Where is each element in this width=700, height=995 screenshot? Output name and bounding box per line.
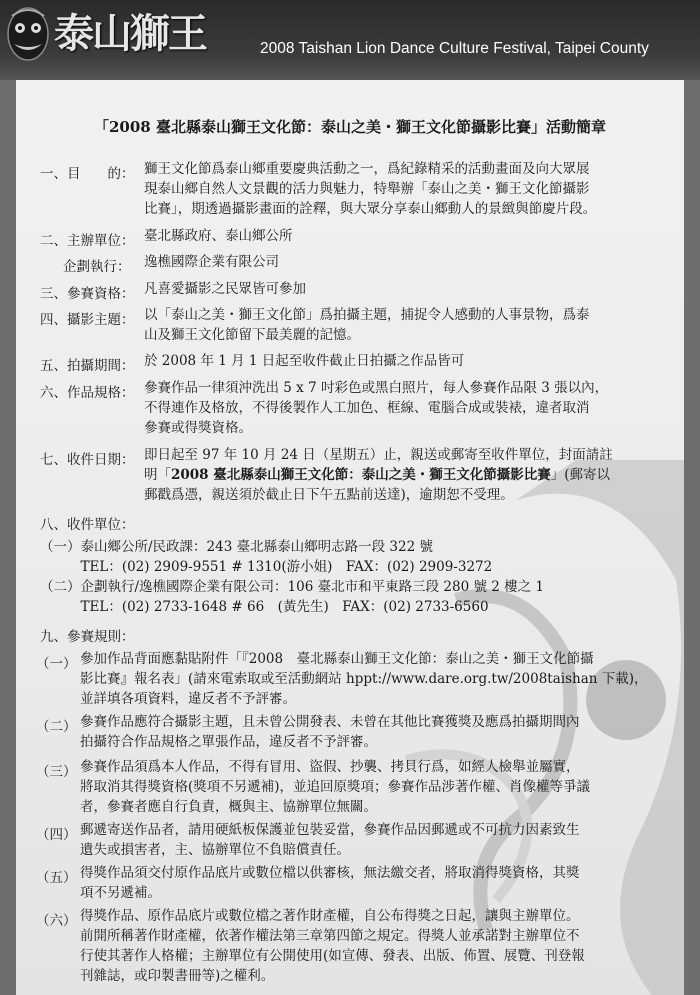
section-eligibility-text: 凡喜愛攝影之民眾皆可參加 xyxy=(144,281,306,297)
section-period-text: 於 2008 年 1 月 1 日起至收件截止日拍攝之作品皆可 xyxy=(144,353,465,369)
text-line: 影比賽』報名表」(請來電索取或至活動網站 hppt://www.dare.org.tw/2008taishan 下載)， xyxy=(80,671,648,687)
text-line: 刊雜誌，或印製書冊等)之權利。 xyxy=(80,968,275,984)
text-line: 現泰山鄉自然人文景觀的活力與魅力，特舉辦「泰山之美・獅王文化節攝影 xyxy=(144,181,590,197)
text-line: 將取消其得獎資格(獎項不另遞補)，並追回原獎項；參賽作品涉著作權、肖像權等爭議 xyxy=(80,779,591,795)
text-line: 比賽」，期透過攝影畫面的詮釋，與大眾分享泰山鄉動人的景緻與節慶片段。 xyxy=(144,201,597,217)
list-item: TEL：(02) 2733-1648 # 66 (黃先生) FAX：(02) 2733-6560 xyxy=(40,599,489,615)
text-line: 得獎作品須交付原作品底片或數位檔以供審核，無法繳交者，將取消得獎資格，其獎 xyxy=(80,865,580,881)
text-line: 郵戳爲憑，親送須於截止日下午五點前送達)，逾期恕不受理。 xyxy=(144,487,514,503)
text-line: 郵遞寄送作品者，請用硬紙板保護並包裝妥當，參賽作品因郵遞或不可抗力因素致生 xyxy=(80,822,580,838)
text-line: 參賽作品一律須沖洗出 5 x 7 吋彩色或黑白照片，每人參賽作品限 3 張以內， xyxy=(144,380,609,396)
text-line xyxy=(144,465,613,485)
text-line: 參賽作品應符合攝影主題，且未曾公開發表、未曾在其他比賽獲獎及應爲拍攝期間內 xyxy=(80,714,580,730)
section-period-label: 五、拍攝期間： xyxy=(40,358,135,374)
text-line: 獅王文化節爲泰山鄉重要慶典活動之一，爲紀錄精采的活動畫面及向大眾展 xyxy=(144,161,590,177)
rule-text xyxy=(80,649,648,709)
section-organizer-text: 臺北縣政府、泰山鄉公所 xyxy=(144,228,293,244)
document-sheet xyxy=(16,80,684,995)
list-item: （一）泰山鄉公所/民政課：243 臺北縣泰山鄉明志路一段 322 號 xyxy=(40,539,433,555)
rule-text xyxy=(80,757,590,817)
text-fragment: 」(郵寄以 xyxy=(550,467,611,483)
section-organizer-label: 二、主辦單位： xyxy=(40,233,135,249)
text-line: 者，參賽者應自行負責，概與主、協辦單位無關。 xyxy=(80,799,377,815)
list-item: TEL：(02) 2909-9551 # 1310(游小姐) FAX：(02) 2909-3272 xyxy=(40,559,493,575)
text-line: 即日起至 97 年 10 月 24 日（星期五）止，親送或郵寄至收件單位，封面請註 xyxy=(144,447,613,463)
rule-text xyxy=(80,906,585,986)
rule-text xyxy=(80,712,580,752)
section-spec-label: 六、作品規格： xyxy=(40,385,135,401)
rule-number: （五） xyxy=(36,870,77,886)
section-planner-text: 逸樵國際企業有限公司 xyxy=(144,254,279,270)
text-line: 前開所稱著作財產權，依著作權法第三章第四節之規定。得獎人並承諾對主辦單位不 xyxy=(80,928,580,944)
text-line: 山及獅王文化節留下最美麗的記憶。 xyxy=(144,327,360,343)
rule-number: （一） xyxy=(36,656,77,672)
text-line: 遺失或損害者，主、協辦單位不負賠償責任。 xyxy=(80,842,350,858)
section-rules-label: 九、參賽規則： xyxy=(40,629,135,645)
list-item: （二）企劃執行/逸樵國際企業有限公司：106 臺北市和平東路三段 280 號 2 樓之 1 xyxy=(40,579,545,595)
document-title: 「2008 臺北縣泰山獅王文化節：泰山之美・獅王文化節攝影比賽」活動簡章 xyxy=(94,118,606,136)
text-fragment: 明「 xyxy=(144,467,171,483)
section-receiver-list xyxy=(40,537,544,617)
section-purpose-text xyxy=(144,159,596,219)
rule-number: （二） xyxy=(36,719,77,735)
section-purpose-label: 一、目 的： xyxy=(40,166,135,182)
section-spec-text xyxy=(144,378,608,438)
festival-logo-text: 泰山獅王 xyxy=(54,10,206,57)
festival-english-title: 2008 Taishan Lion Dance Culture Festival, Taipei County xyxy=(260,40,649,57)
text-line: 並詳填各項資料，違反者不予評審。 xyxy=(80,691,296,707)
section-receiver-label: 八、收件單位： xyxy=(40,517,135,533)
section-deadline-label: 七、收件日期： xyxy=(40,452,135,468)
text-line: 拍攝符合作品規格之單張作品，違反者不予評審。 xyxy=(80,734,377,750)
text-line: 行使其著作人格權；主辦單位有公開使用(如宣傳、發表、出版、佈置、展覽、刊登報 xyxy=(80,948,585,964)
rule-text xyxy=(80,863,580,903)
rule-text xyxy=(80,820,580,860)
section-deadline-text xyxy=(144,445,613,505)
text-line: 參賽作品須爲本人作品，不得有冒用、盜假、抄襲、拷貝行爲，如經人檢舉並屬實， xyxy=(80,759,580,775)
section-eligibility-label: 三、參賽資格： xyxy=(40,286,135,302)
rule-number: （六） xyxy=(36,913,77,929)
text-line: 得獎作品、原作品底片或數位檔之著作財產權，自公布得獎之日起，讓與主辦單位。 xyxy=(80,908,580,924)
text-line: 參賽或得獎資格。 xyxy=(144,420,252,436)
contest-name-bold: 2008 臺北縣泰山獅王文化節：泰山之美・獅王文化節攝影比賽 xyxy=(171,467,551,483)
text-line: 以「泰山之美・獅王文化節」爲拍攝主題，捕捉令人感動的人事景物，爲泰 xyxy=(144,307,590,323)
text-line: 參加作品背面應黏貼附件「『2008 臺北縣泰山獅王文化節：泰山之美・獅王文化節攝 xyxy=(80,651,594,667)
lion-mask-icon xyxy=(6,4,50,66)
section-theme-text xyxy=(144,305,590,345)
rule-number: （四） xyxy=(36,827,77,843)
festival-header-banner xyxy=(0,0,700,80)
section-planner-label: 企劃執行： xyxy=(63,259,131,275)
text-line: 項不另遞補。 xyxy=(80,885,161,901)
rule-number: （三） xyxy=(36,764,77,780)
section-theme-label: 四、攝影主題： xyxy=(40,312,135,328)
text-line: 不得連作及格放，不得後製作人工加色、框線、電腦合成或裝裱，違者取消 xyxy=(144,400,590,416)
